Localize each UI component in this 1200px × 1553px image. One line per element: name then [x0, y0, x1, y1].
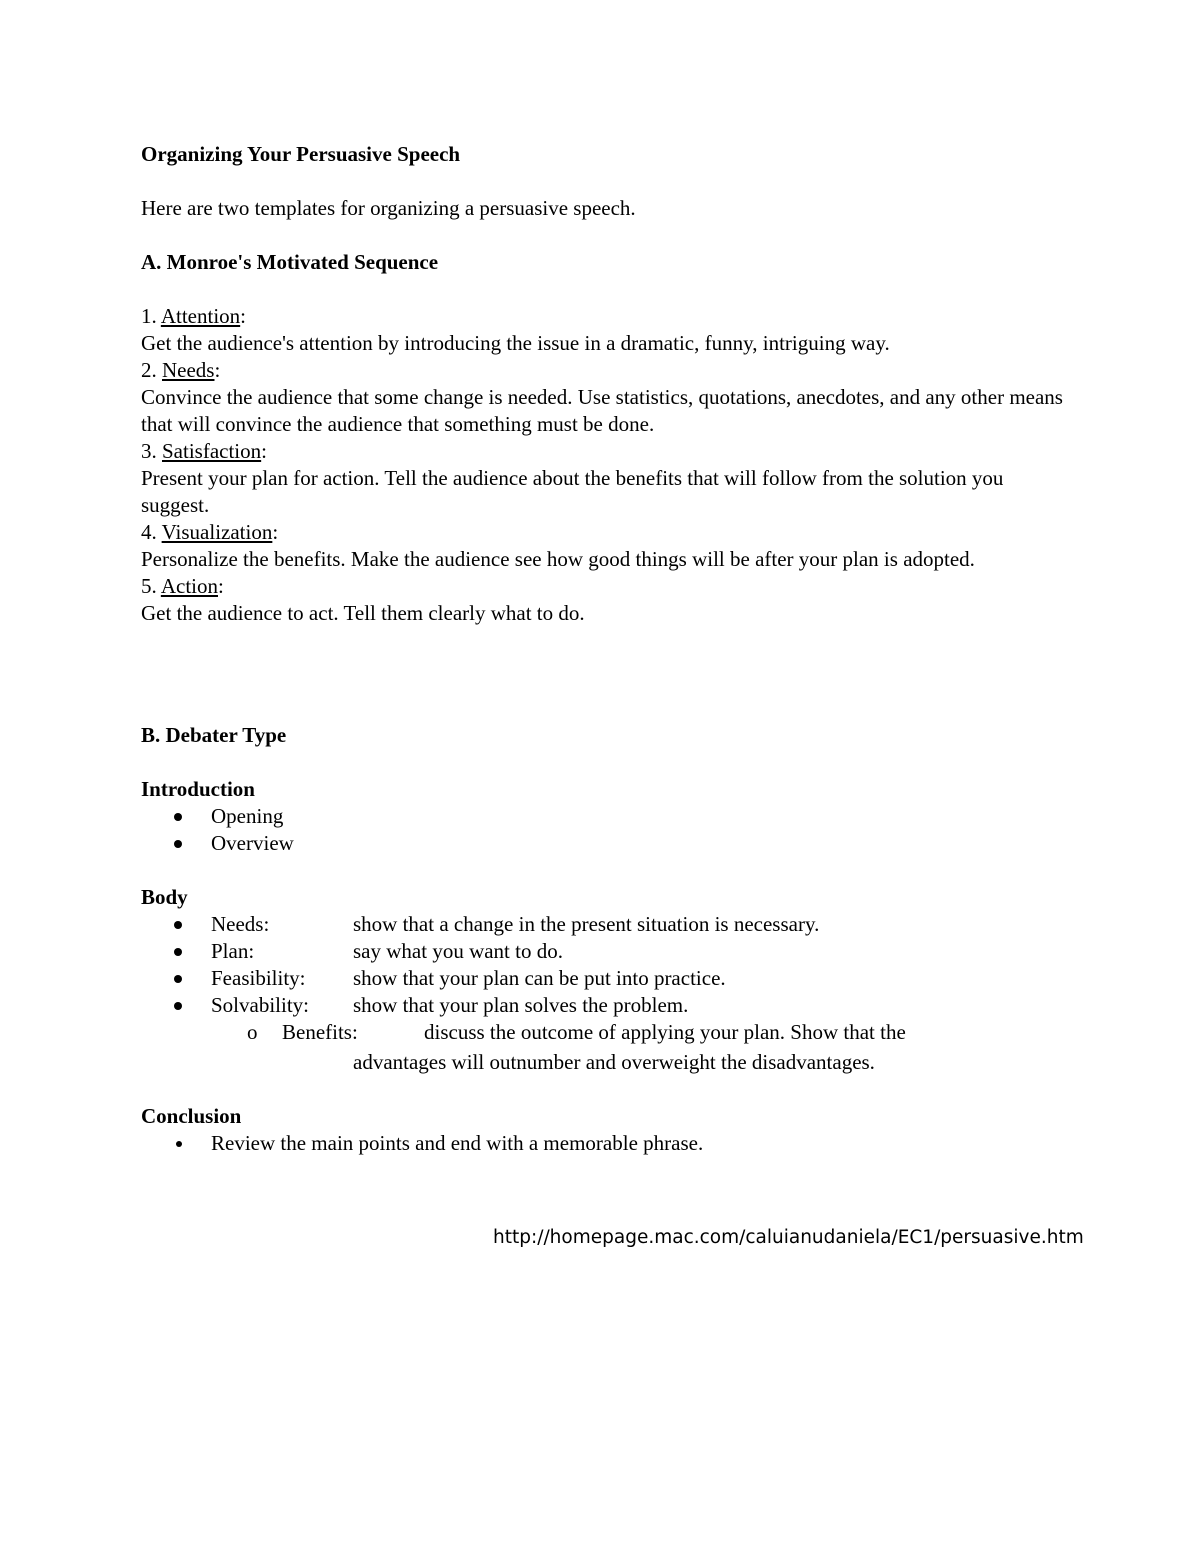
- intro-text: Here are two templates for organizing a persuasive speech.: [141, 196, 636, 220]
- sub-term: Benefits:: [282, 1020, 358, 1044]
- conclusion-heading: Conclusion: [141, 1104, 242, 1128]
- body-desc: show that a change in the present situation is necessary.: [353, 912, 820, 936]
- step-needs-heading: 2. Needs:: [141, 358, 221, 382]
- bullet-icon: [176, 1141, 182, 1147]
- body-desc: show that your plan can be put into practice.: [353, 966, 726, 990]
- motivated-sequence-list: [141, 303, 1071, 627]
- document-page: [141, 141, 1071, 1157]
- section-b-heading: B. Debater Type: [141, 723, 287, 747]
- bullet-icon: [174, 813, 182, 821]
- list-item: [141, 911, 1071, 938]
- step-label: Attention: [160, 304, 241, 328]
- list-item: [141, 992, 1071, 1019]
- conclusion-list: [141, 1130, 1071, 1157]
- source-url: http://homepage.mac.com/caluianudaniela/EC1/persuasive.htm: [493, 1227, 1084, 1248]
- body-term: Plan:: [211, 939, 255, 963]
- body-desc: say what you want to do.: [353, 939, 563, 963]
- step-label: Satisfaction: [162, 439, 262, 463]
- body-term: Needs:: [211, 912, 270, 936]
- list-item: Opening: [141, 803, 1071, 830]
- sub-desc-line1: discuss the outcome of applying your plan. Show that the: [424, 1020, 906, 1044]
- list-item: Review the main points and end with a memorable phrase.: [141, 1130, 1071, 1157]
- step-satisfaction-text: Present your plan for action. Tell the audience about the benefits that will follow from the solution you suggest.: [141, 466, 1004, 517]
- introduction-list: [141, 803, 1071, 857]
- step-action-heading: 5. Action:: [141, 574, 224, 598]
- step-attention-text: Get the audience's attention by introducing the issue in a dramatic, funny, intriguing way.: [141, 331, 890, 355]
- step-label: Action: [160, 574, 218, 598]
- body-term: Feasibility:: [211, 966, 306, 990]
- step-label: Visualization: [161, 520, 273, 544]
- bullet-icon: [174, 948, 182, 956]
- body-term: Solvability:: [211, 993, 310, 1017]
- sub-list-item: [141, 1019, 1071, 1076]
- bullet-icon: [174, 921, 182, 929]
- bullet-icon: [174, 1002, 182, 1010]
- body-heading: Body: [141, 885, 188, 909]
- step-label: Needs: [162, 358, 215, 382]
- step-needs-text: Convince the audience that some change is needed. Use statistics, quotations, anecdotes, and any other means that will convince the audience that something must be done.: [141, 385, 1063, 436]
- sub-desc-line2: advantages will outnumber and overweight the disadvantages.: [353, 1050, 875, 1074]
- step-action-text: Get the audience to act. Tell them clearly what to do.: [141, 601, 585, 625]
- list-item: [141, 965, 1071, 992]
- bullet-icon: [174, 975, 182, 983]
- step-visualization-heading: 4. Visualization:: [141, 520, 279, 544]
- section-a-heading: A. Monroe's Motivated Sequence: [141, 250, 439, 274]
- step-satisfaction-heading: 3. Satisfaction:: [141, 439, 267, 463]
- bullet-icon: [174, 840, 182, 848]
- body-desc: show that your plan solves the problem.: [353, 993, 689, 1017]
- step-visualization-text: Personalize the benefits. Make the audience see how good things will be after your plan is adopted.: [141, 547, 975, 571]
- list-item: Overview: [141, 830, 1071, 857]
- step-attention-heading: 1. Attention:: [141, 304, 247, 328]
- sub-bullet-marker: o: [247, 1020, 258, 1044]
- body-list: [141, 911, 1071, 1019]
- list-item: [141, 938, 1071, 965]
- introduction-heading: Introduction: [141, 777, 255, 801]
- page-title: Organizing Your Persuasive Speech: [141, 142, 461, 166]
